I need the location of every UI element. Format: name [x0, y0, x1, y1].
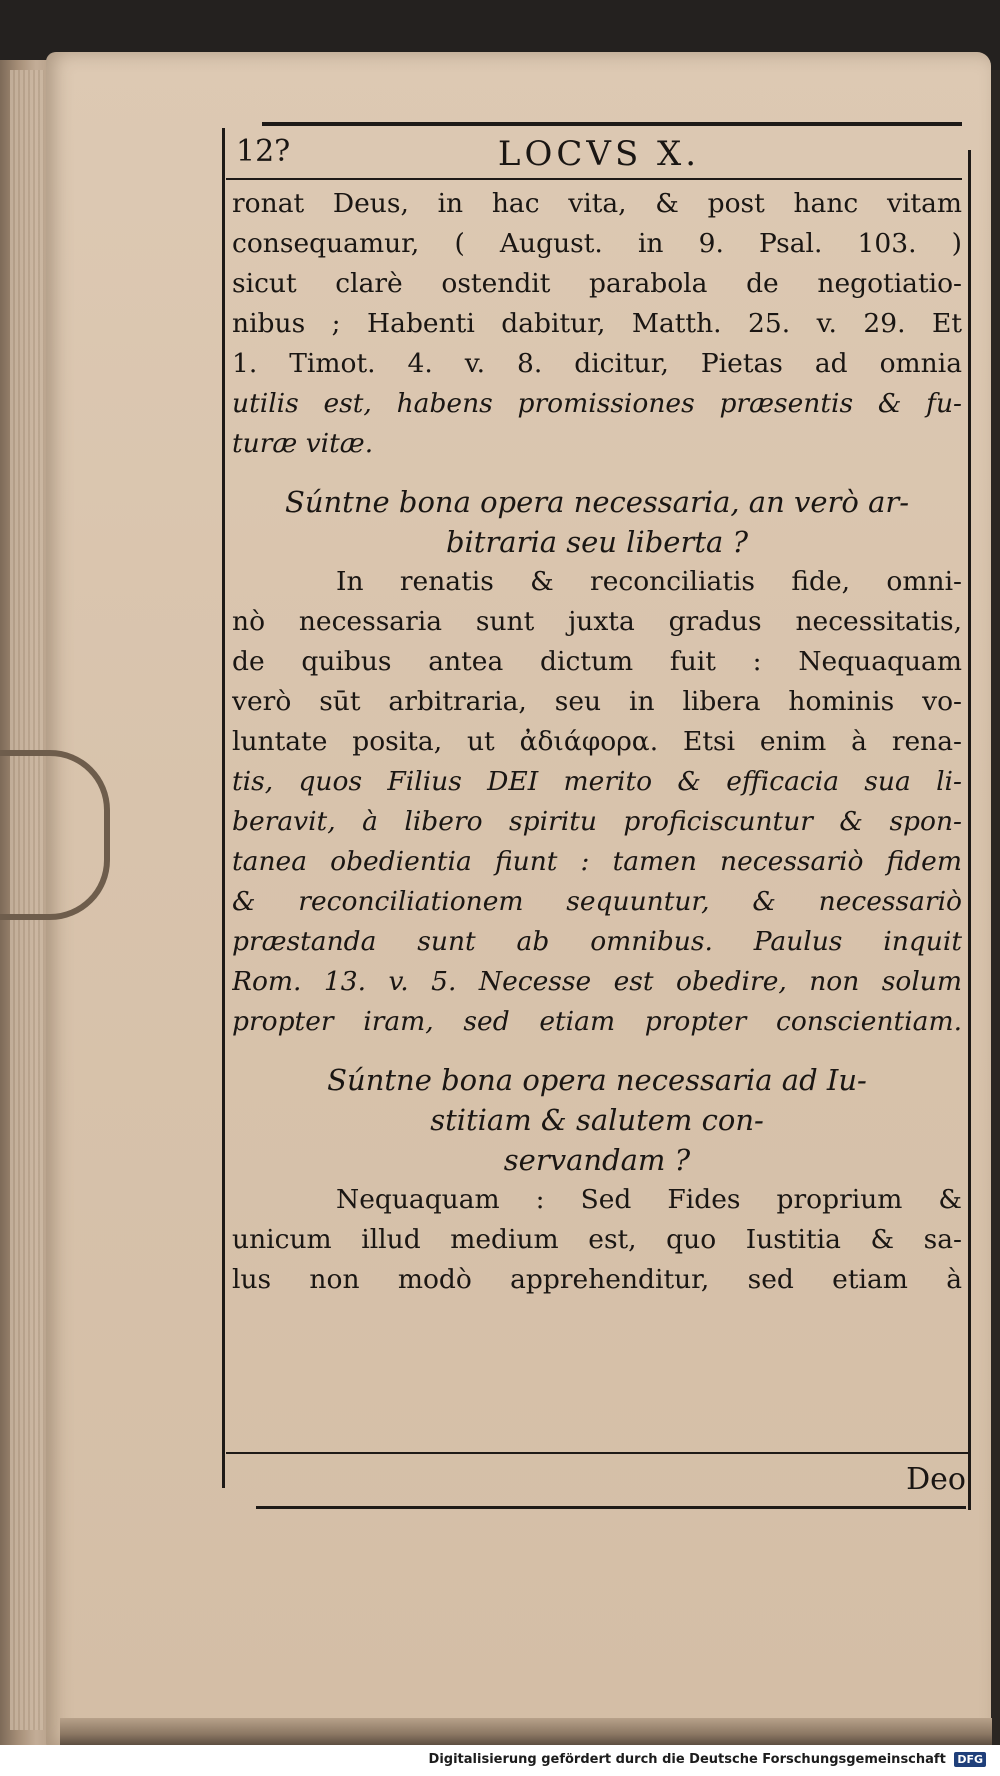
dfg-logo: DFG — [954, 1752, 986, 1767]
body-text — [232, 184, 962, 1300]
text-line: tis, quos Filius DEI merito & efficacia sua li- — [232, 766, 962, 797]
text-line: nò necessaria sunt juxta gradus necessitatis, — [232, 606, 962, 637]
right-frame-rule — [968, 150, 971, 1510]
text-line: lus non modò apprehenditur, sed etiam à — [232, 1264, 962, 1295]
text-line: consequamur, ( August. in 9. Psal. 103. ) — [232, 228, 962, 259]
text-line: Súntne bona opera necessaria ad Iu- — [327, 1063, 867, 1097]
text-line: bitraria seu liberta ? — [445, 525, 749, 559]
footer-rule — [226, 1452, 968, 1454]
catchword: Deo — [906, 1462, 966, 1497]
header-rule — [226, 178, 962, 180]
text-line: nibus ; Habenti dabitur, Matth. 25. v. 29. Et — [232, 308, 962, 339]
text-line: ronat Deus, in hac vita, & post hanc vitam — [232, 188, 962, 219]
text-line: & reconciliationem sequuntur, & necessariò — [232, 886, 962, 917]
text-line: stitiam & salutem con- — [430, 1103, 764, 1137]
text-line: Súntne bona opera necessaria, an verò ar- — [284, 485, 910, 519]
text-line: de quibus antea dictum fuit : Nequaquam — [232, 646, 962, 677]
text-line: servandam ? — [503, 1143, 691, 1177]
digitization-note — [429, 1752, 986, 1767]
book-clasp — [0, 750, 110, 920]
text-line: propter iram, sed etiam propter conscientiam. — [232, 1006, 962, 1037]
left-frame-rule — [222, 128, 225, 1488]
book-bottom-edge — [60, 1718, 992, 1745]
text-line: In renatis & reconciliatis fide, omni- — [336, 566, 962, 597]
page-number: 12? — [236, 134, 291, 169]
text-line: utilis est, habens promissiones præsentis & fu- — [232, 388, 962, 419]
text-line: 1. Timot. 4. v. 8. dicitur, Pietas ad omnia — [232, 348, 962, 379]
text-line: beravit, à libero spiritu proficiscuntur & spon- — [232, 806, 962, 837]
bottom-rule — [256, 1506, 966, 1509]
text-line: sicut clarè ostendit parabola de negotiatio- — [232, 268, 962, 299]
running-head: LOCVS X. — [497, 134, 701, 174]
text-line: tanea obedientia fiunt : tamen necessariò fidem — [232, 846, 962, 877]
page-header — [234, 134, 964, 176]
text-line: unicum illud medium est, quo Iustitia & sa- — [232, 1224, 962, 1255]
text-line: luntate posita, ut ἀδιάφορα. Etsi enim à rena- — [232, 726, 962, 757]
text-line: Nequaquam : Sed Fides proprium & — [336, 1184, 962, 1215]
text-line: præstanda sunt ab omnibus. Paulus inquit — [232, 926, 962, 957]
text-line: Rom. 13. v. 5. Necesse est obedire, non solum — [232, 966, 962, 997]
text-line: turæ vitæ. — [232, 428, 374, 459]
text-line: verò sūt arbitraria, seu in libera hominis vo- — [232, 686, 962, 717]
top-rule — [262, 122, 962, 126]
digitization-note-text: Digitalisierung gefördert durch die Deutsche Forschungsgemeinschaft — [428, 1752, 946, 1767]
